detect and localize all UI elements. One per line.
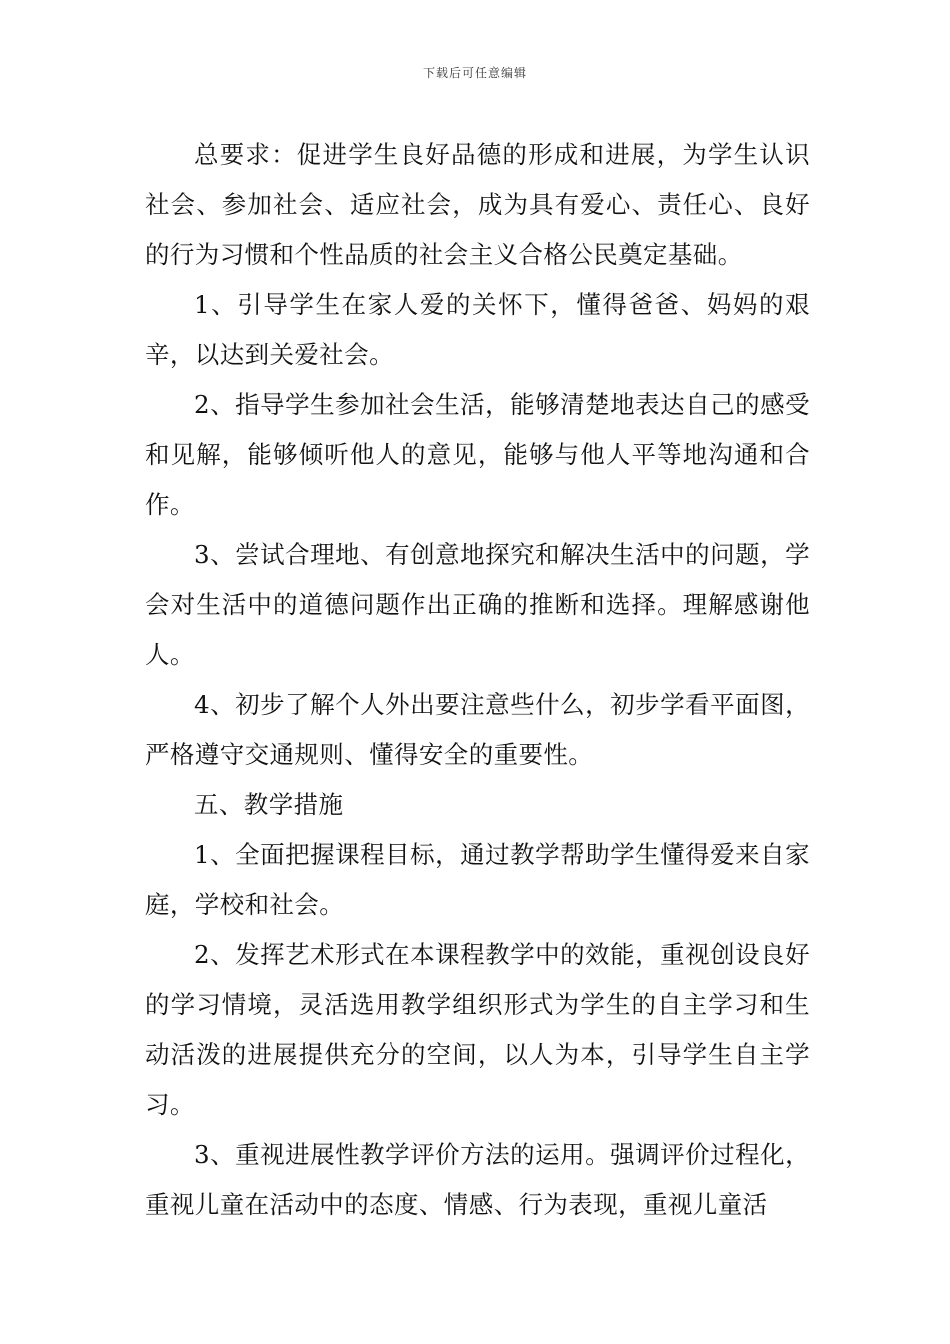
document-body bbox=[145, 130, 810, 1230]
paragraph-general-requirements: 总要求：促进学生良好品德的形成和进展，为学生认识社会、参加社会、适应社会，成为具有爱心、责任心、良好的行为习惯和个性品质的社会主义合格公民奠定基础。 bbox=[145, 140, 810, 269]
section-heading-teaching-measures: 五、教学措施 bbox=[194, 790, 344, 819]
page-header-note: 下载后可任意编辑 bbox=[422, 66, 527, 80]
paragraph-goal-2: 2、指导学生参加社会生活，能够清楚地表达自己的感受和见解，能够倾听他人的意见，能够与他人平等地沟通和合作。 bbox=[145, 390, 810, 519]
paragraph-measure-3: 3、重视进展性教学评价方法的运用。强调评价过程化，重视儿童在活动中的态度、情感、行为表现，重视儿童活 bbox=[145, 1140, 810, 1219]
paragraph-goal-4: 4、初步了解个人外出要注意些什么，初步学看平面图，严格遵守交通规则、懂得安全的重要性。 bbox=[145, 690, 810, 769]
paragraph-goal-1: 1、引导学生在家人爱的关怀下，懂得爸爸、妈妈的艰辛，以达到关爱社会。 bbox=[145, 290, 810, 369]
paragraph-measure-1: 1、全面把握课程目标，通过教学帮助学生懂得爱来自家庭，学校和社会。 bbox=[145, 840, 810, 919]
paragraph-goal-3: 3、尝试合理地、有创意地探究和解决生活中的问题，学会对生活中的道德问题作出正确的推断和选择。理解感谢他人。 bbox=[145, 540, 810, 669]
paragraph-measure-2: 2、发挥艺术形式在本课程教学中的效能，重视创设良好的学习情境，灵活选用教学组织形式为学生的自主学习和生动活泼的进展提供充分的空间，以人为本，引导学生自主学习。 bbox=[145, 940, 810, 1119]
